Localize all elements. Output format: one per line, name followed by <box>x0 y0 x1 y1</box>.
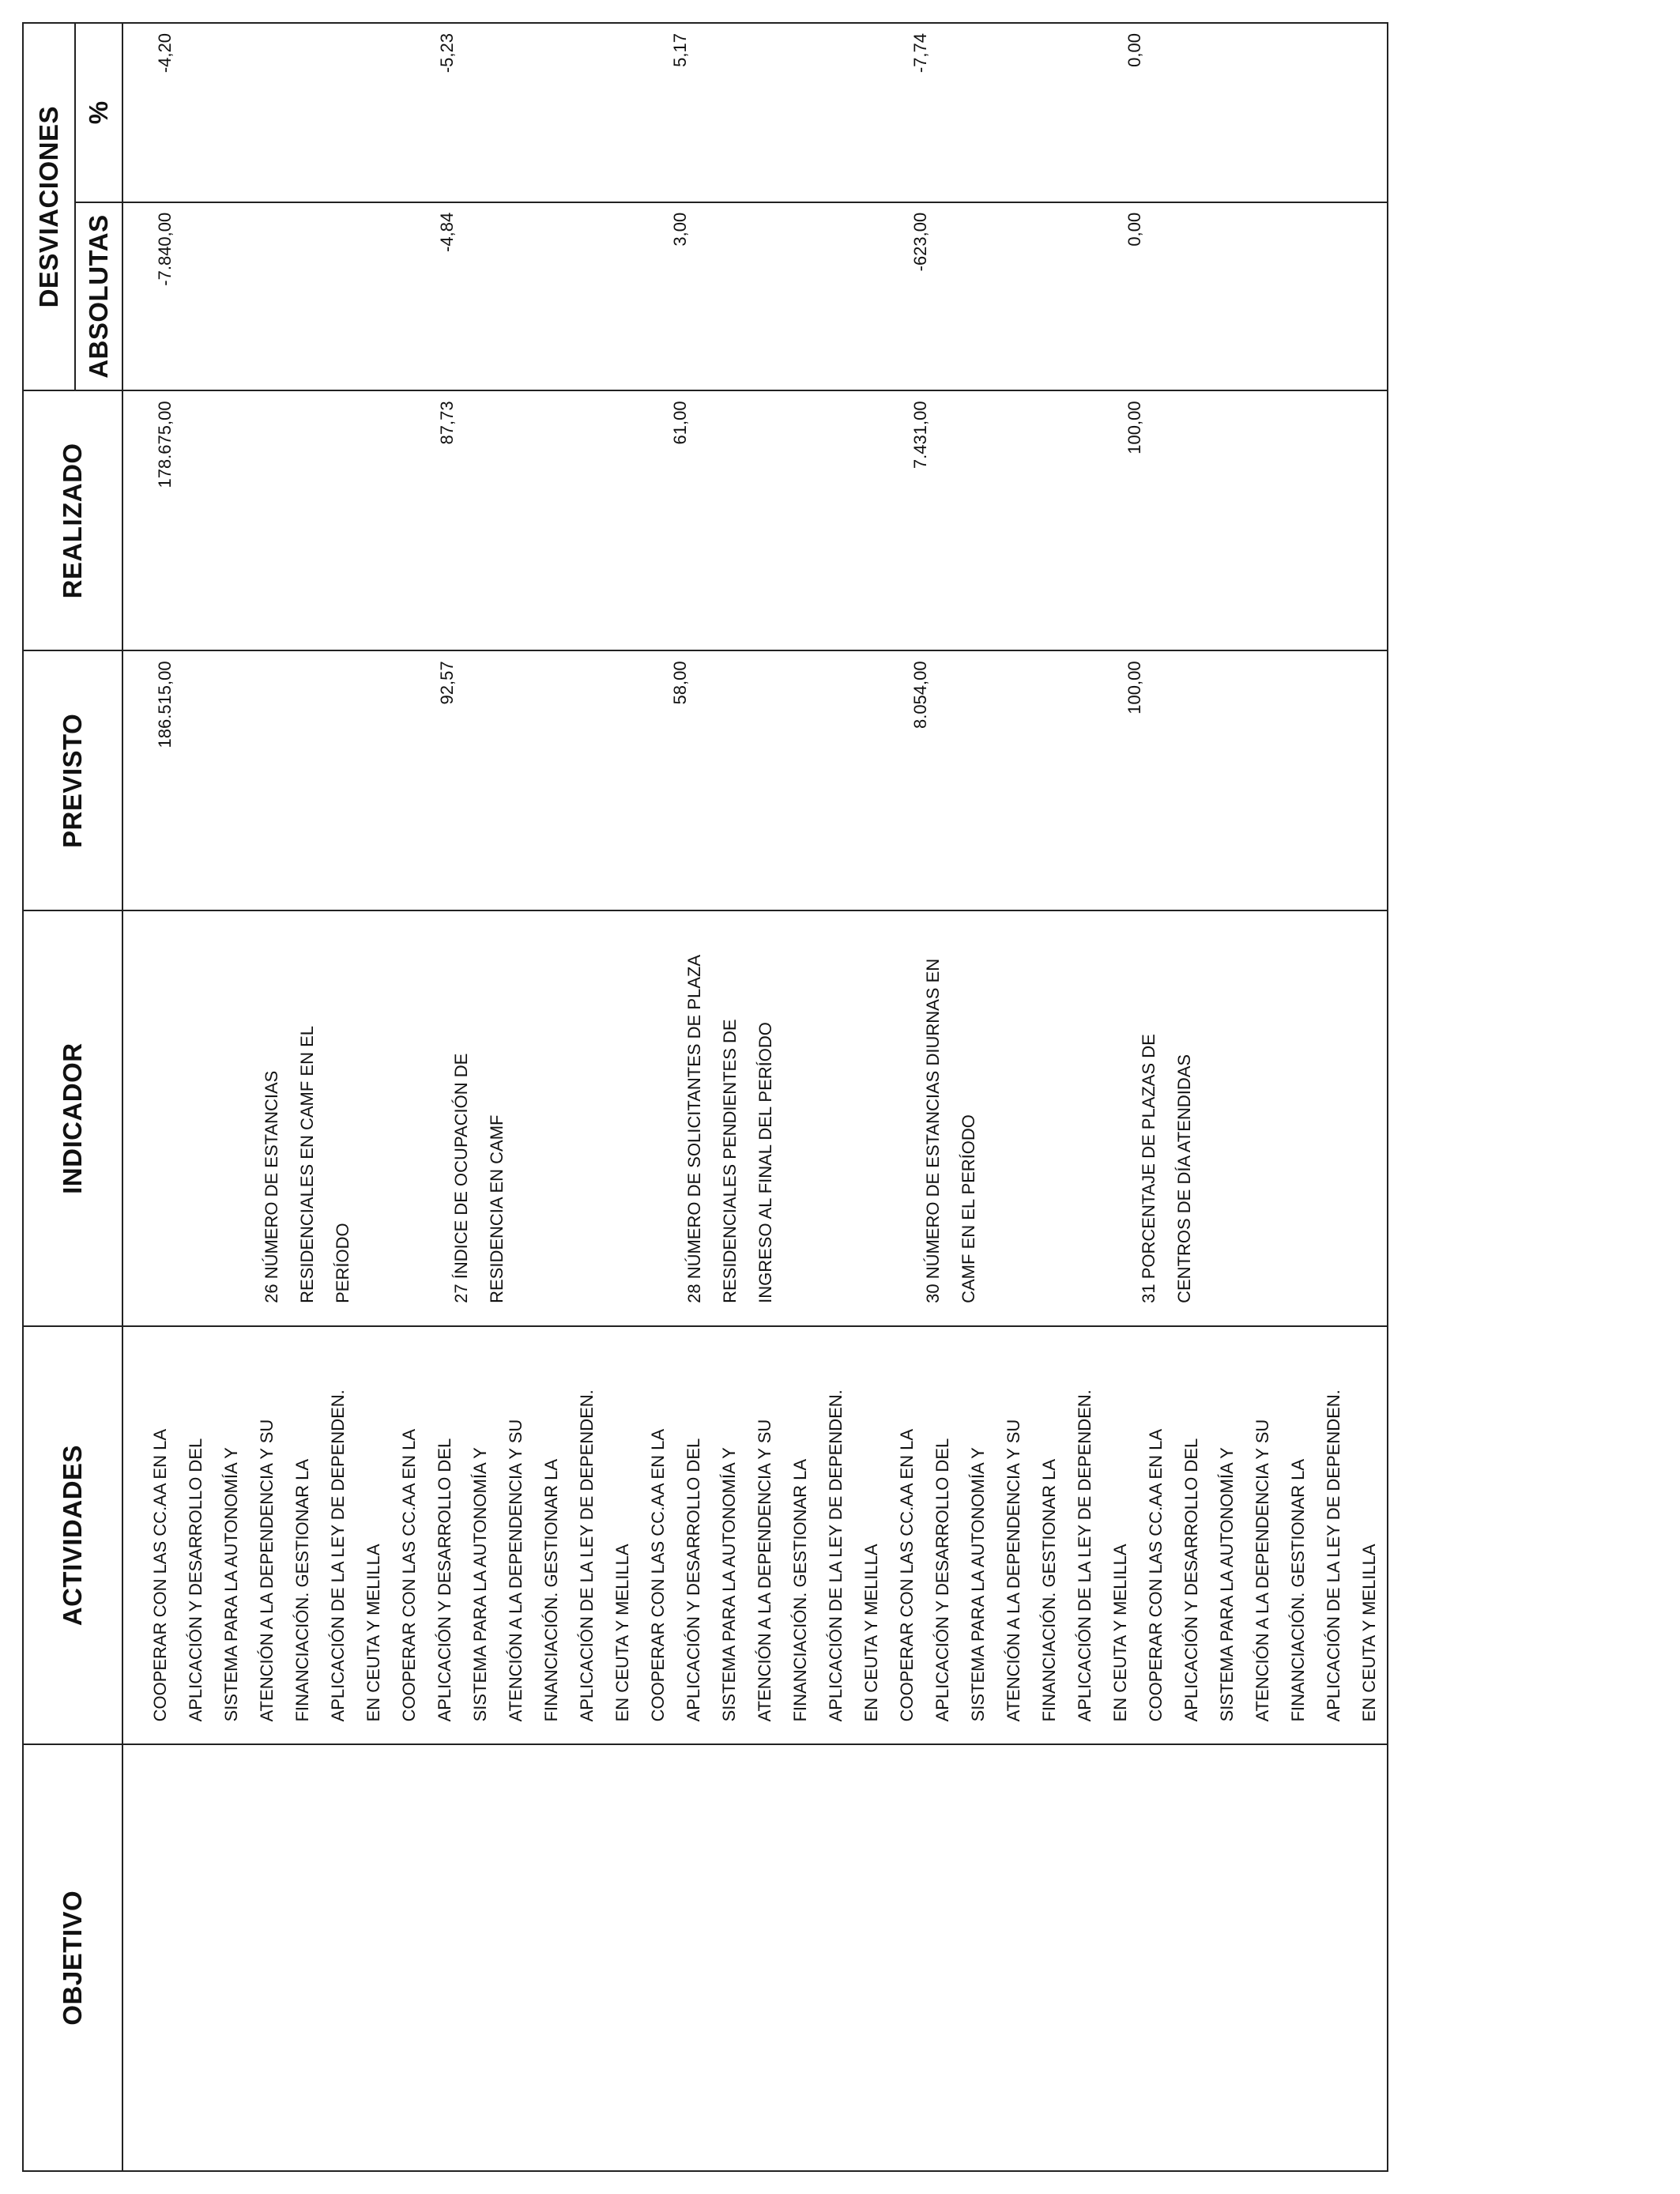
actividad-line: SISTEMA PARA LA AUTONOMÍA Y <box>470 1447 490 1722</box>
absoluta-value: -7.840,00 <box>155 212 175 286</box>
previsto-list <box>123 651 1387 910</box>
indicador-item <box>915 959 986 1303</box>
actividad-line: EN CEUTA Y MELILLA <box>363 1544 383 1722</box>
absolutas-cell <box>122 202 1388 391</box>
realizado-list <box>123 391 1387 650</box>
actividad-line: EN CEUTA Y MELILLA <box>1110 1544 1130 1722</box>
porcentaje-value: -7,74 <box>910 33 930 74</box>
absoluta-value: 3,00 <box>670 212 690 247</box>
actividad-line: ATENCIÓN A LA DEPENDENCIA Y SU <box>1252 1419 1272 1722</box>
previsto-value: 186.515,00 <box>155 661 175 748</box>
indicador-line: 27 ÍNDICE DE OCUPACIÓN DE <box>451 1053 471 1303</box>
indicador-line: RESIDENCIALES EN CAMF EN EL <box>297 1026 317 1303</box>
realizado-value: 87,73 <box>437 401 457 445</box>
indicador-line: RESIDENCIA EN CAMF <box>487 1114 507 1303</box>
actividad-line: COOPERAR CON LAS CC.AA EN LA <box>150 1428 170 1722</box>
actividad-line: FINANCIACIÓN. GESTIONAR LA <box>292 1458 312 1722</box>
absoluta-value: -623,00 <box>910 212 930 272</box>
header-desviaciones: DESVIACIONES <box>23 23 75 390</box>
indicador-line: INGRESO AL FINAL DEL PERÍODO <box>755 1022 775 1303</box>
porcentaje-value: 5,17 <box>670 33 690 67</box>
indicador-line: PERÍODO <box>333 1223 352 1303</box>
actividad-block <box>391 1336 640 1722</box>
header-objetivo: OBJETIVO <box>23 1744 122 2171</box>
header-absolutas: ABSOLUTAS <box>75 202 122 391</box>
header-previsto: PREVISTO <box>23 650 122 910</box>
realizado-value: 61,00 <box>670 401 690 445</box>
indicador-line: CAMF EN EL PERÍODO <box>959 1114 978 1303</box>
actividad-line: EN CEUTA Y MELILLA <box>1359 1544 1379 1722</box>
actividad-line: COOPERAR CON LAS CC.AA EN LA <box>399 1428 419 1722</box>
indicador-line: 30 NÚMERO DE ESTANCIAS DIURNAS EN <box>923 958 943 1303</box>
indicador-item <box>676 955 783 1303</box>
actividad-block <box>640 1336 889 1722</box>
header-indicador: INDICADOR <box>23 910 122 1326</box>
actividad-line: SISTEMA PARA LA AUTONOMÍA Y <box>968 1447 988 1722</box>
absoluta-value: 0,00 <box>1124 212 1144 247</box>
previsto-value: 100,00 <box>1124 661 1144 714</box>
actividad-line: APLICACIÓN Y DESARROLLO DEL <box>1181 1438 1201 1722</box>
header-realizado: REALIZADO <box>23 390 122 650</box>
actividad-line: APLICACIÓN Y DESARROLLO DEL <box>932 1438 952 1722</box>
porcentaje-value: -5,23 <box>437 33 457 74</box>
actividad-line: EN CEUTA Y MELILLA <box>861 1544 881 1722</box>
actividad-line: APLICACIÓN DE LA LEY DE DEPENDEN. <box>826 1389 846 1722</box>
actividad-line: ATENCIÓN A LA DEPENDENCIA Y SU <box>1004 1419 1023 1722</box>
actividad-line: SISTEMA PARA LA AUTONOMÍA Y <box>221 1447 241 1722</box>
porcentaje-list <box>123 24 1387 202</box>
absolutas-list <box>123 203 1387 390</box>
porcentaje-value: 0,00 <box>1124 33 1144 67</box>
actividad-block <box>142 1336 391 1722</box>
previsto-cell <box>122 650 1388 910</box>
actividad-block <box>889 1336 1138 1722</box>
indicators-table <box>22 22 1388 2172</box>
actividad-line: COOPERAR CON LAS CC.AA EN LA <box>1146 1428 1166 1722</box>
indicador-cell <box>122 910 1388 1326</box>
actividad-line: SISTEMA PARA LA AUTONOMÍA Y <box>719 1447 739 1722</box>
actividad-line: FINANCIACIÓN. GESTIONAR LA <box>1039 1458 1059 1722</box>
actividad-line: EN CEUTA Y MELILLA <box>612 1544 632 1722</box>
actividades-cell <box>122 1326 1388 1745</box>
actividad-line: FINANCIACIÓN. GESTIONAR LA <box>541 1458 561 1722</box>
actividades-list <box>123 1327 1387 1744</box>
objetivo-cell <box>122 1744 1388 2171</box>
realizado-value: 100,00 <box>1124 401 1144 454</box>
realizado-value: 7.431,00 <box>910 401 930 469</box>
actividad-line: SISTEMA PARA LA AUTONOMÍA Y <box>1217 1447 1237 1722</box>
actividad-line: ATENCIÓN A LA DEPENDENCIA Y SU <box>755 1419 774 1722</box>
indicador-line: 31 PORCENTAJE DE PLAZAS DE <box>1139 1034 1158 1303</box>
actividad-block <box>1138 1336 1387 1722</box>
indicador-line: 28 NÚMERO DE SOLICITANTES DE PLAZA <box>684 954 704 1303</box>
actividad-line: FINANCIACIÓN. GESTIONAR LA <box>1288 1458 1308 1722</box>
realizado-value: 178.675,00 <box>155 401 175 488</box>
indicador-item <box>443 1054 514 1303</box>
actividad-line: ATENCIÓN A LA DEPENDENCIA Y SU <box>506 1419 525 1722</box>
indicador-line: CENTROS DE DÍA ATENDIDAS <box>1174 1054 1194 1303</box>
porcentaje-value: -4,20 <box>155 33 175 74</box>
actividad-line: APLICACIÓN DE LA LEY DE DEPENDEN. <box>328 1389 348 1722</box>
indicador-item <box>1131 1034 1202 1303</box>
actividad-line: COOPERAR CON LAS CC.AA EN LA <box>897 1428 917 1722</box>
previsto-value: 58,00 <box>670 661 690 705</box>
previsto-value: 92,57 <box>437 661 457 705</box>
indicador-line: 26 NÚMERO DE ESTANCIAS <box>262 1070 281 1303</box>
actividad-line: FINANCIACIÓN. GESTIONAR LA <box>790 1458 810 1722</box>
indicador-line: RESIDENCIALES PENDIENTES DE <box>720 1019 740 1303</box>
actividad-line: APLICACIÓN DE LA LEY DE DEPENDEN. <box>1075 1389 1094 1722</box>
indicador-item <box>254 1026 360 1303</box>
actividad-line: APLICACIÓN DE LA LEY DE DEPENDEN. <box>1324 1389 1343 1722</box>
actividad-line: APLICACIÓN Y DESARROLLO DEL <box>186 1438 205 1722</box>
previsto-value: 8.054,00 <box>910 661 930 729</box>
actividad-line: APLICACIÓN DE LA LEY DE DEPENDEN. <box>577 1389 597 1722</box>
actividad-line: APLICACIÓN Y DESARROLLO DEL <box>684 1438 703 1722</box>
porcentaje-cell <box>122 23 1388 202</box>
header-porcentaje: % <box>75 23 122 202</box>
header-actividades: ACTIVIDADES <box>23 1326 122 1745</box>
absoluta-value: -4,84 <box>437 212 457 252</box>
actividad-line: ATENCIÓN A LA DEPENDENCIA Y SU <box>257 1419 277 1722</box>
actividad-line: COOPERAR CON LAS CC.AA EN LA <box>648 1428 668 1722</box>
actividad-line: APLICACIÓN Y DESARROLLO DEL <box>435 1438 454 1722</box>
indicador-list <box>123 911 1387 1325</box>
realizado-cell <box>122 390 1388 650</box>
